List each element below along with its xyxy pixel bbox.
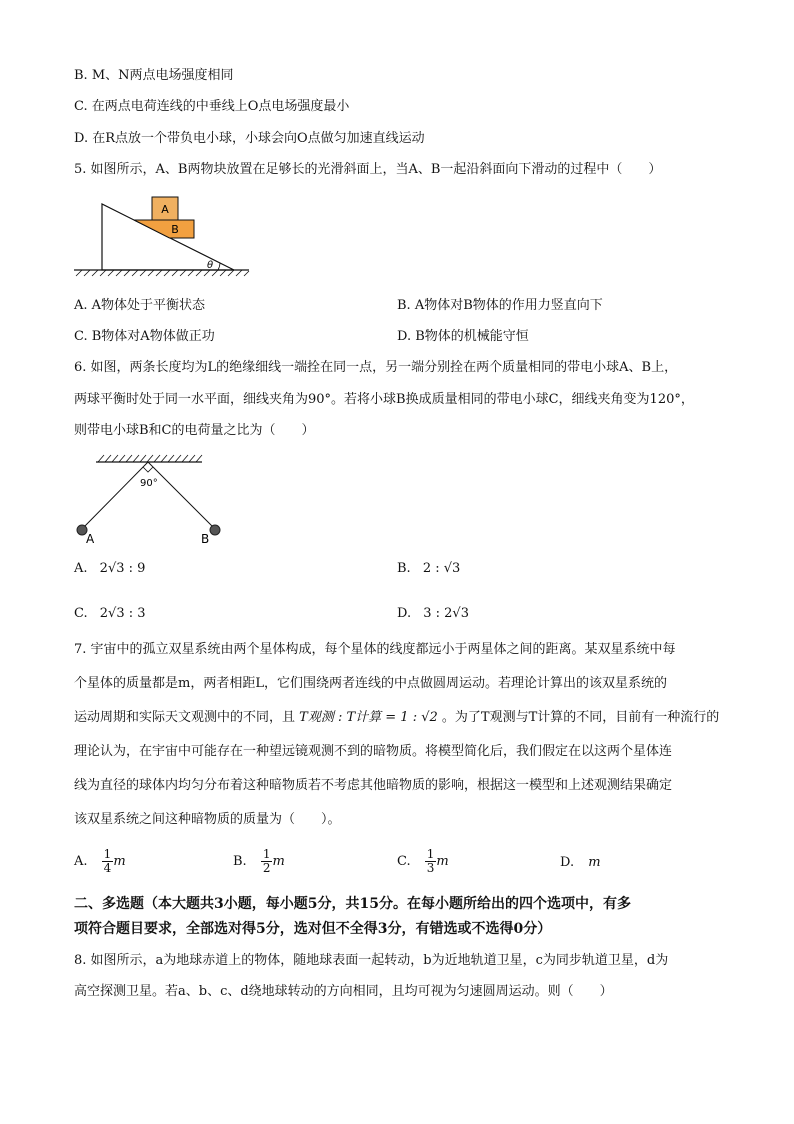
q7-option-c xyxy=(397,848,449,875)
block-a-label: A xyxy=(161,203,169,216)
theta-arc xyxy=(218,263,220,270)
q7-option-d xyxy=(560,854,601,872)
q6-option-c-prefix: C. xyxy=(74,606,88,621)
q7-stem-line4: 理论认为，在宇宙中可能存在一种望远镜观测不到的暗物质。将模型简化后，我们假定在以这两个星体连 xyxy=(74,744,673,759)
q6-option-b xyxy=(397,560,460,578)
thread-right xyxy=(148,462,215,529)
fraction-numerator: 1 xyxy=(262,847,271,861)
q6-option-d-prefix: D. xyxy=(397,606,412,621)
q7-option-d-prefix: D. xyxy=(560,855,575,870)
fraction-numerator: 1 xyxy=(103,847,112,861)
section2-title-line2: 项符合题目要求，全部选对得5分，选对但不全得3分，有错选或不选得0分） xyxy=(74,921,552,937)
q5-stem: 5. 如图所示，A、B两物块放置在足够长的光滑斜面上，当A、B一起沿斜面向下滑动的过程中（ ） xyxy=(74,162,662,177)
block-b xyxy=(134,220,194,238)
q7-option-c-prefix: C. xyxy=(397,854,411,869)
fraction-denominator: 2 xyxy=(262,861,271,875)
q4-option-b: B. M、N两点电场强度相同 xyxy=(74,68,234,83)
q6-stem-line1: 6. 如图，两条长度均为L的绝缘细线一端拴在同一点，另一端分别拴在两个质量相同的带电小球A、B上， xyxy=(74,360,678,375)
q7-period-ratio-formula: T观测 : T计算 = 1 : √2 xyxy=(299,710,438,725)
q4-option-d: D. 在R点放一个带负电小球，小球会向O点做匀加速直线运动 xyxy=(74,131,425,146)
q6-option-a-value: 2√3 : 9 xyxy=(99,561,146,576)
q7-option-c-fraction xyxy=(425,848,437,875)
thread-left xyxy=(82,462,148,529)
q6-option-d-value: 3 : 2√3 xyxy=(423,606,469,621)
fraction-denominator: 3 xyxy=(426,861,435,875)
q7-stem-line3-start: 运动周期和实际天文观测中的不同，且 xyxy=(74,710,296,725)
q5-option-d: D. B物体的机械能守恒 xyxy=(397,329,529,344)
q8-stem-line1: 8. 如图所示，a为地球赤道上的物体，随地球表面一起转动，b为近地轨道卫星，c为同步轨道卫星，d为 xyxy=(74,953,669,968)
fraction-denominator: 4 xyxy=(103,861,112,875)
section2-title-line1: 二、多选题（本大题共3小题，每小题5分，共15分。在每小题所给出的四个选项中，有多 xyxy=(74,896,631,912)
q7-stem-line1: 7. 宇宙中的孤立双星系统由两个星体构成，每个星体的线度都远小于两星体之间的距离。某双星系统中每 xyxy=(74,642,676,657)
q6-option-c xyxy=(74,605,146,623)
q6-option-b-prefix: B. xyxy=(397,561,411,576)
q7-stem-line5: 线为直径的球体内均匀分布着这种暗物质若不考虑其他暗物质的影响，根据这一模型和上述观测结果确定 xyxy=(74,778,673,793)
q7-option-b-var: m xyxy=(272,854,285,869)
ceiling xyxy=(96,455,202,462)
angle-label: 90° xyxy=(140,478,158,489)
q7-option-a-fraction xyxy=(102,848,114,875)
q5-option-b: B. A物体对B物体的作用力竖直向下 xyxy=(397,298,603,313)
ground-line xyxy=(74,270,249,276)
q6-option-c-value: 2√3 : 3 xyxy=(99,606,146,621)
q8-stem-line2: 高空探测卫星。若a、b、c、d绕地球转动的方向相同，且均可视为匀速圆周运动。则（ ） xyxy=(74,984,613,999)
q7-option-a xyxy=(74,848,126,875)
q7-stem-line3 xyxy=(74,709,719,727)
block-b-label: B xyxy=(171,223,179,236)
ball-a-label: A xyxy=(86,532,95,546)
right-angle-mark xyxy=(143,467,153,472)
q7-stem-line2: 个星体的质量都是m，两者相距L，它们围绕两者连线的中点做圆周运动。若理论计算出的该双星系统的 xyxy=(74,676,667,691)
fraction-numerator: 1 xyxy=(426,847,435,861)
q4-option-c: C. 在两点电荷连线的中垂线上O点电场强度最小 xyxy=(74,99,350,114)
q7-option-c-var: m xyxy=(436,854,449,869)
q5-option-c: C. B物体对A物体做正功 xyxy=(74,329,215,344)
q7-option-d-var: m xyxy=(588,855,601,870)
q6-stem-line3: 则带电小球B和C的电荷量之比为（ ） xyxy=(74,423,315,438)
q7-option-a-var: m xyxy=(113,854,126,869)
q5-option-a: A. A物体处于平衡状态 xyxy=(74,298,206,313)
q6-stem-line2: 两球平衡时处于同一水平面，细线夹角为90°。若将小球B换成质量相同的带电小球C，细线夹角变为120°， xyxy=(74,392,694,407)
theta-label: θ xyxy=(207,260,214,271)
ball-b xyxy=(210,525,220,535)
q7-option-b-fraction xyxy=(261,848,273,875)
q7-stem-line6: 该双星系统之间这种暗物质的质量为（ ）。 xyxy=(74,812,341,827)
q5-incline-figure xyxy=(74,190,254,280)
q6-option-a-prefix: A. xyxy=(74,561,88,576)
q6-option-d xyxy=(397,605,469,623)
q7-option-b-prefix: B. xyxy=(233,854,247,869)
q7-option-b xyxy=(233,848,285,875)
q6-pendulum-figure xyxy=(74,450,234,546)
ball-b-label: B xyxy=(201,532,210,546)
q7-stem-line3-end: 。为了T观测与T计算的不同，目前有一种流行的 xyxy=(441,710,720,725)
q6-option-a xyxy=(74,560,145,578)
q7-option-a-prefix: A. xyxy=(74,854,88,869)
q6-option-b-value: 2 : √3 xyxy=(422,561,461,576)
